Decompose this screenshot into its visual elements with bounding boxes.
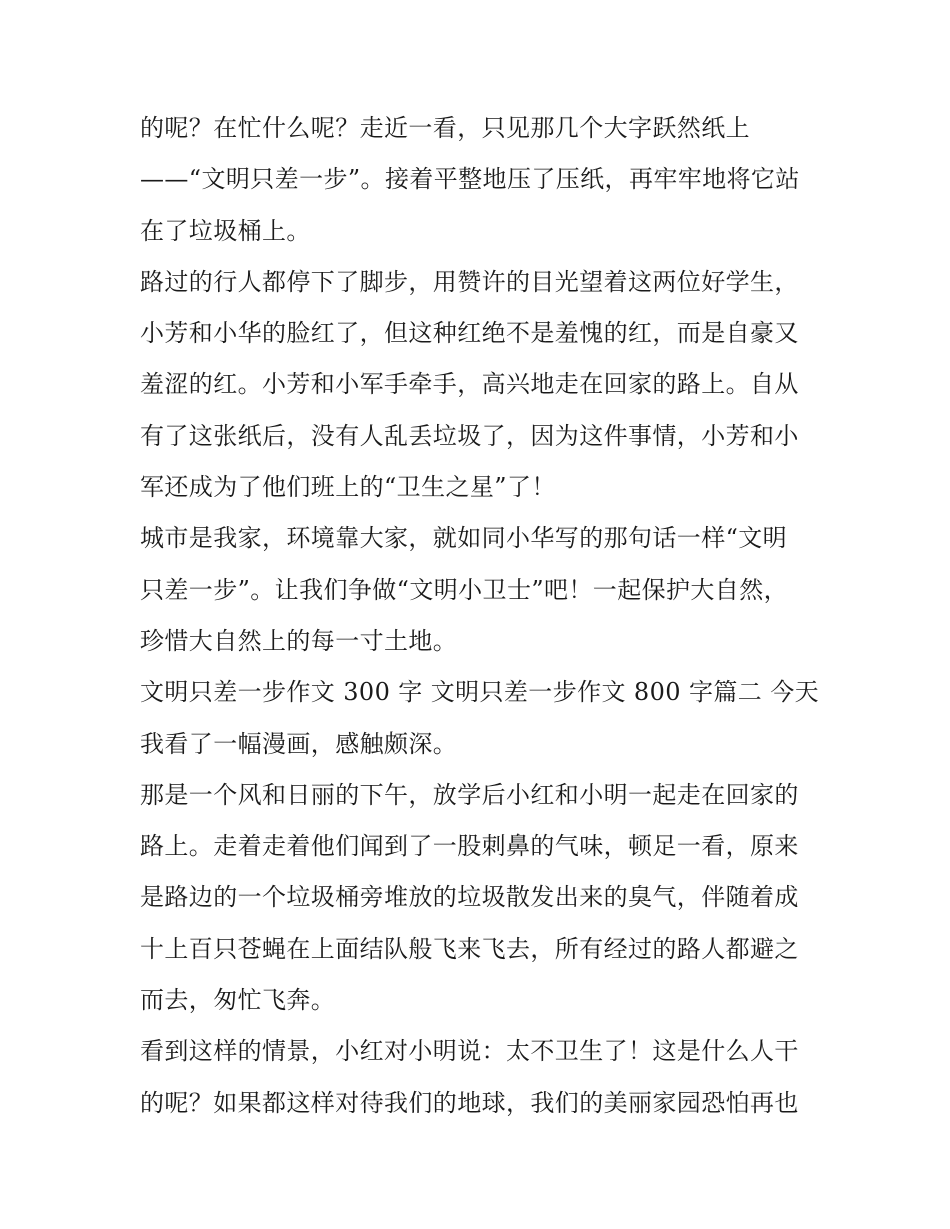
text-line: ——“文明只差一步”。接着平整地压了压纸，再牢牢地将它站 bbox=[140, 165, 800, 194]
text-line: 小芳和小华的脸红了，但这种红绝不是羞愧的红，而是自豪又 bbox=[140, 319, 799, 348]
text-line: 路上。走着走着他们闻到了一股刺鼻的气味，顿足一看，原来 bbox=[140, 832, 799, 861]
text-line: 只差一步”。让我们争做“文明小卫士”吧！一起保护大自然， bbox=[140, 575, 789, 604]
text-line: 而去，匆忙飞奔。 bbox=[140, 986, 336, 1015]
text-line: 文明只差一步作文 300 字 文明只差一步作文 800 字篇二 今天 bbox=[140, 678, 819, 707]
text-line: 我看了一幅漫画，感触颇深。 bbox=[140, 729, 458, 758]
text-line: 军还成为了他们班上的“卫生之星”了！ bbox=[140, 473, 556, 502]
text-line: 羞涩的红。小芳和小军手牵手，高兴地走在回家的路上。自从 bbox=[140, 370, 799, 399]
text-line: 珍惜大自然上的每一寸土地。 bbox=[140, 626, 458, 655]
text-line: 的呢？在忙什么呢？走近一看，只见那几个大字跃然纸上 bbox=[140, 114, 750, 142]
text-line: 城市是我家，环境靠大家，就如同小华写的那句话一样“文明 bbox=[140, 524, 788, 553]
text-line: 的呢？如果都这样对待我们的地球，我们的美丽家园恐怕再也 bbox=[140, 1088, 799, 1117]
text-line: 看到这样的情景，小红对小明说：太不卫生了！这是什么人干 bbox=[140, 1037, 799, 1066]
text-line: 路过的行人都停下了脚步，用赞许的目光望着这两位好学生， bbox=[140, 267, 799, 296]
text-line: 在了垃圾桶上。 bbox=[140, 216, 311, 245]
text-line: 有了这张纸后，没有人乱丢垃圾了，因为这件事情，小芳和小 bbox=[140, 421, 799, 450]
text-line: 十上百只苍蝇在上面结队般飞来飞去，所有经过的路人都避之 bbox=[140, 934, 799, 963]
document-body bbox=[140, 103, 820, 1129]
text-line: 是路边的一个垃圾桶旁堆放的垃圾散发出来的臭气，伴随着成 bbox=[140, 883, 799, 912]
text-line: 那是一个风和日丽的下午，放学后小红和小明一起走在回家的 bbox=[140, 780, 799, 809]
